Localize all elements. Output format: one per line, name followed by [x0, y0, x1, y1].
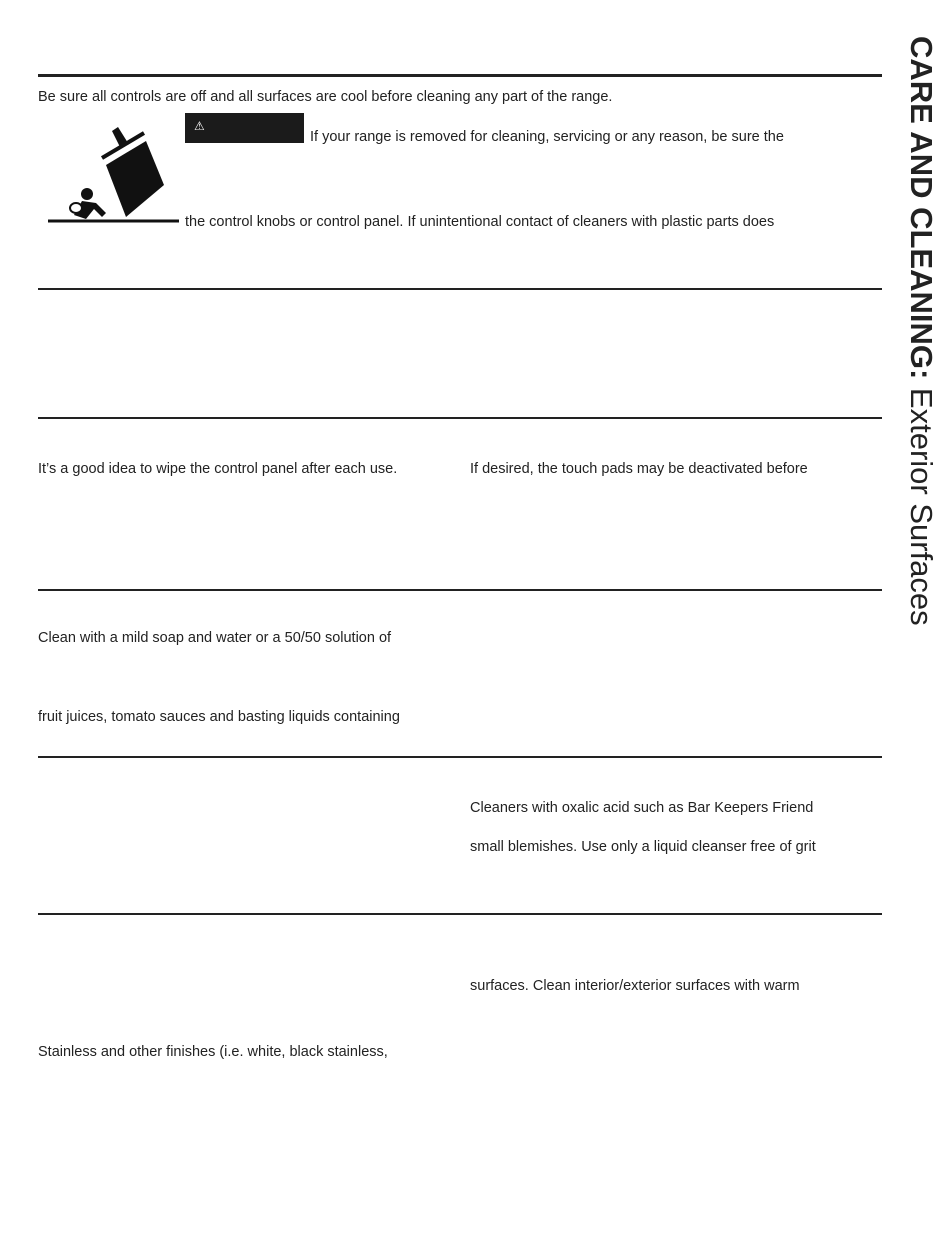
divider — [38, 288, 882, 290]
divider — [38, 756, 882, 758]
divider — [38, 74, 882, 77]
body-text: Clean with a mild soap and water or a 50/50 solution of — [38, 630, 392, 646]
divider — [38, 913, 882, 915]
body-text: fruit juices, tomato sauces and basting liquids containing — [38, 709, 400, 725]
control-panel-text: It’s a good idea to wipe the control panel after each use. — [38, 461, 398, 477]
warning-text: the control knobs or control panel. If unintentional contact of cleaners with plastic parts does — [185, 214, 775, 230]
divider — [38, 417, 882, 419]
body-text: small blemishes. Use only a liquid cleanser free of grit — [470, 839, 816, 855]
warning-text: If your range is removed for cleaning, servicing or any reason, be sure the — [310, 129, 784, 145]
divider — [38, 589, 882, 591]
warning-icon: ⚠ — [194, 119, 205, 133]
tip-over-hazard-icon — [46, 125, 181, 225]
warning-badge — [185, 113, 304, 143]
touch-pad-text: If desired, the touch pads may be deactivated before — [470, 461, 808, 477]
body-text: Stainless and other finishes (i.e. white, black stainless, — [38, 1044, 388, 1060]
intro-text: Be sure all controls are off and all surfaces are cool before cleaning any part of the range. — [38, 89, 613, 105]
section-title: CARE AND CLEANING: Exterior Surfaces — [904, 36, 939, 626]
body-text: surfaces. Clean interior/exterior surfaces with warm — [470, 978, 800, 994]
body-text: Cleaners with oxalic acid such as Bar Keepers Friend — [470, 800, 814, 816]
